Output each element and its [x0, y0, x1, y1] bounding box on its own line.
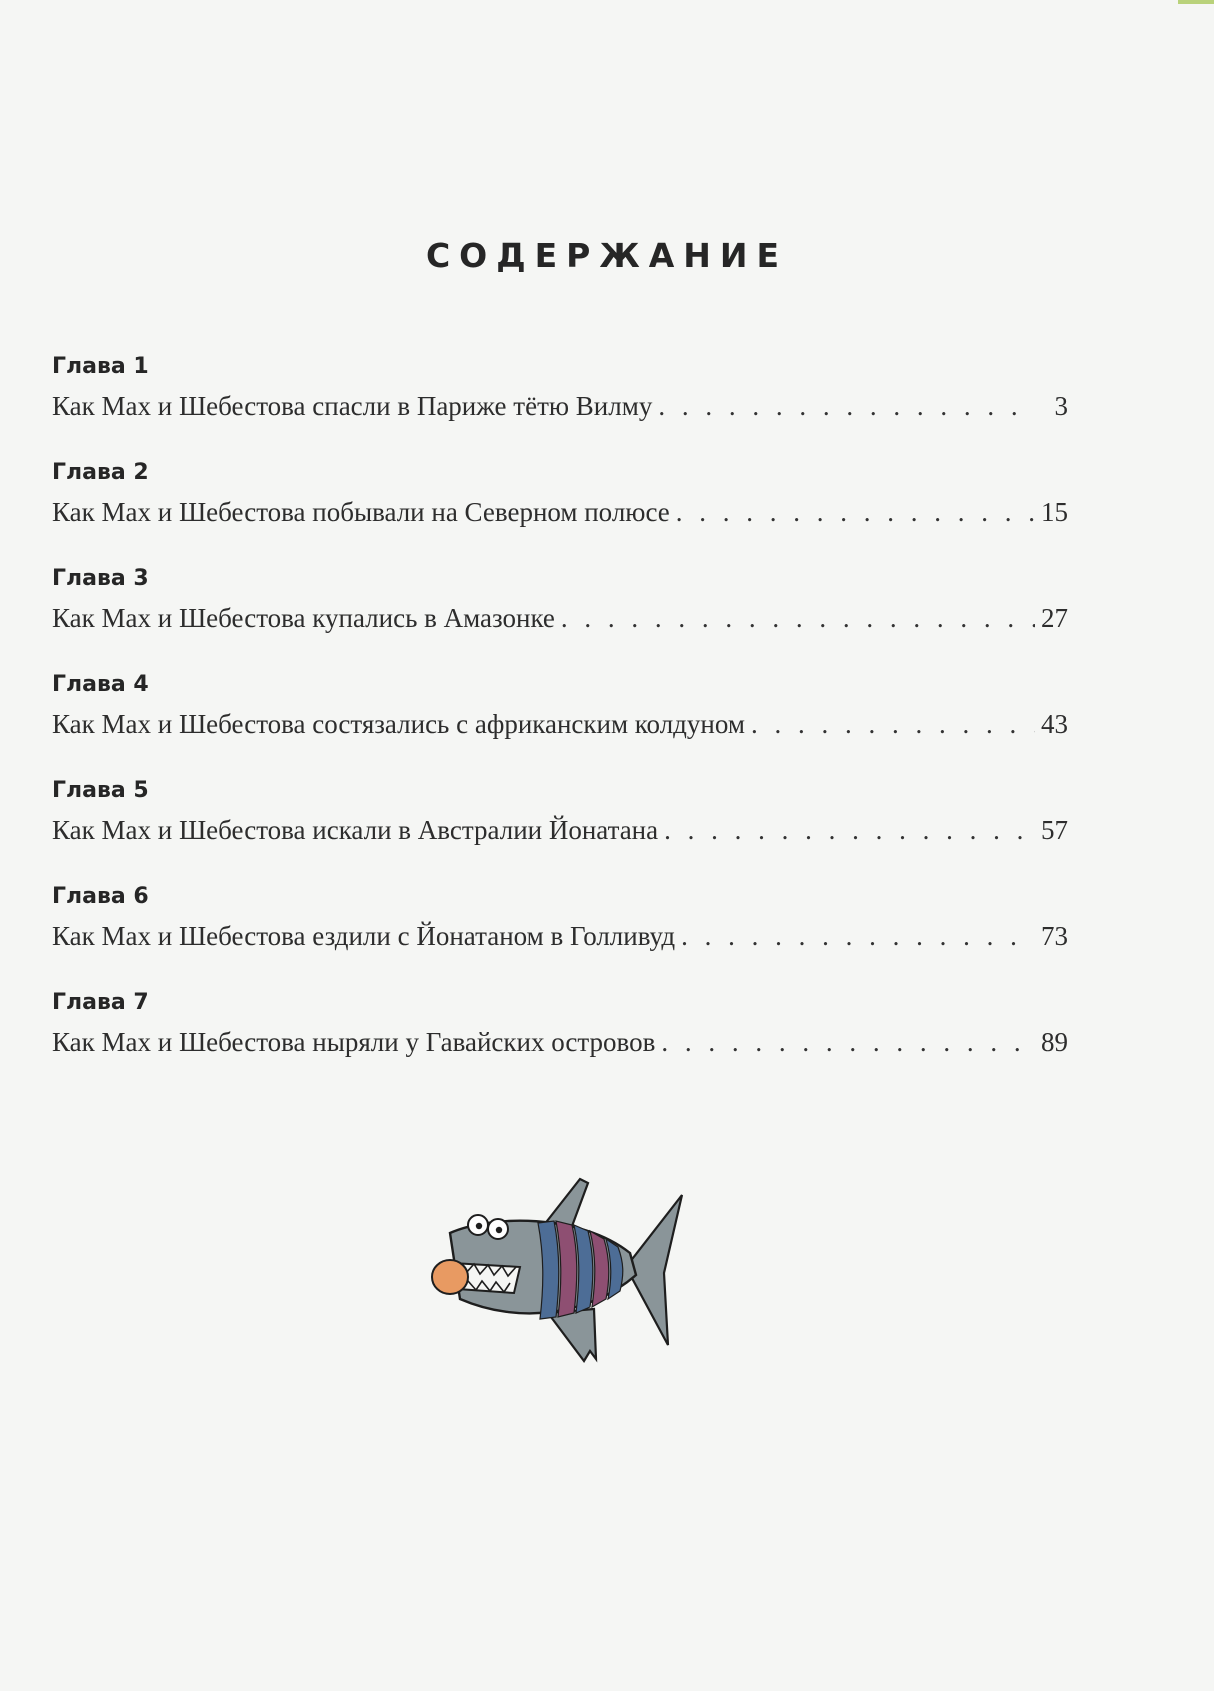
table-of-contents: [52, 350, 1068, 1092]
chapter-title: Как Мах и Шебестова ездили с Йонатаном в Голливуд: [52, 921, 676, 951]
fish-illustration: [430, 1175, 690, 1365]
page-title: СОДЕРЖАНИЕ: [425, 236, 789, 275]
chapter-title: Как Мах и Шебестова купались в Амазонке: [52, 603, 555, 633]
toc-entry-6[interactable]: [52, 880, 1068, 986]
chapter-line: [52, 490, 1068, 534]
page-number: 57: [1041, 815, 1068, 845]
dot-leader: [676, 490, 1035, 534]
chapter-label: Глава 5: [52, 778, 149, 803]
page-number: 89: [1041, 1027, 1068, 1057]
page-number: 15: [1041, 497, 1068, 527]
dot-leader: [664, 808, 1035, 852]
chapter-label: Глава 3: [52, 566, 149, 591]
toc-entry-7[interactable]: [52, 986, 1068, 1092]
corner-color-mark: [1178, 0, 1214, 4]
chapter-line: [52, 1020, 1068, 1064]
dot-leader: [658, 384, 1036, 428]
chapter-line: [52, 702, 1068, 746]
toc-entry-5[interactable]: [52, 774, 1068, 880]
chapter-label: Глава 6: [52, 884, 149, 909]
chapter-label: Глава 4: [52, 672, 149, 697]
dot-leader: [751, 702, 1035, 746]
page-number: 27: [1041, 603, 1068, 633]
chapter-line: [52, 808, 1068, 852]
chapter-title: Как Мах и Шебестова ныряли у Гавайских островов: [52, 1027, 656, 1057]
chapter-label: Глава 2: [52, 460, 149, 485]
toc-entry-3[interactable]: [52, 562, 1068, 668]
chapter-title: Как Мах и Шебестова искали в Австралии Йонатана: [52, 815, 659, 845]
chapter-line: [52, 384, 1068, 428]
chapter-label: Глава 1: [52, 354, 149, 379]
dot-leader: [561, 596, 1035, 640]
page-number: 73: [1041, 921, 1068, 951]
chapter-title: Как Мах и Шебестова побывали на Северном полюсе: [52, 497, 670, 527]
toc-entry-4[interactable]: [52, 668, 1068, 774]
dot-leader: [681, 914, 1035, 958]
toc-entry-2[interactable]: [52, 456, 1068, 562]
chapter-line: [52, 914, 1068, 958]
page-number: 43: [1041, 709, 1068, 739]
chapter-title: Как Мах и Шебестова спасли в Париже тётю Вилму: [52, 391, 653, 421]
page-number: 3: [1054, 391, 1068, 421]
dot-leader: [661, 1020, 1035, 1064]
chapter-line: [52, 596, 1068, 640]
chapter-title: Как Мах и Шебестова состязались с африканским колдуном: [52, 709, 745, 739]
chapter-label: Глава 7: [52, 990, 149, 1015]
toc-entry-1[interactable]: [52, 350, 1068, 456]
striped-fish-icon: [430, 1175, 690, 1365]
